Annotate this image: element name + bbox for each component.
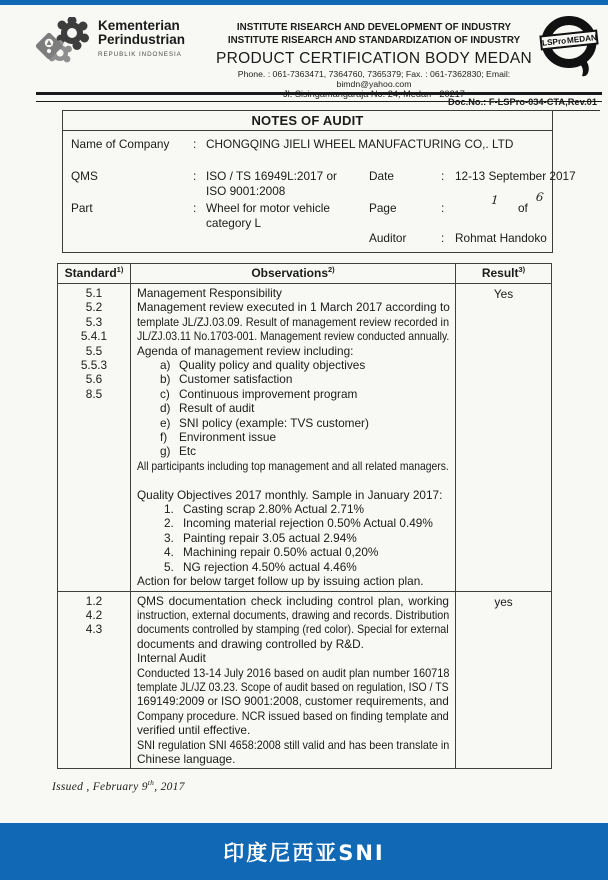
result-column-header: Result$^{3)}$	[456, 264, 552, 284]
auditor-label: Auditor	[369, 231, 407, 245]
list-marker: c)	[160, 386, 170, 401]
obs-line: documents and drawing controlled by R&D.	[137, 636, 364, 651]
list-marker: b)	[160, 372, 171, 387]
standards-cell: 5.1 5.2 5.3 5.4.1 5.5 5.5.3 5.6 8.5	[58, 284, 131, 592]
result-footnote-ref: 3)	[518, 265, 526, 274]
table-row	[58, 591, 552, 769]
standard-column-header: Standard$^{1)}$	[58, 264, 131, 284]
obs-list-item: 2. Incoming material rejection 0.50% Actual 0.49%	[164, 516, 433, 531]
ministry-name-line3: REPUBLIK INDONESIA	[98, 51, 182, 58]
issued-prefix: Issued , February 9	[52, 780, 148, 793]
qms-label: QMS	[71, 169, 98, 183]
company-colon: :	[193, 137, 197, 151]
audit-table	[57, 263, 552, 769]
obs-list-item: d) Result of audit	[160, 401, 255, 416]
table-row	[58, 284, 552, 592]
list-marker: 4.	[164, 545, 174, 560]
part-colon: :	[193, 201, 197, 215]
obs-list-item: 5. NG rejection 4.50% actual 4.46%	[164, 559, 357, 574]
obs-list-item: g) Etc	[160, 444, 197, 459]
obs-line: QMS documentation check including control plan, working	[137, 593, 449, 608]
standards-cell: 1.2 4.2 4.3	[58, 591, 131, 769]
part-label: Part	[71, 201, 93, 215]
list-marker: e)	[160, 415, 171, 430]
obs-line: JL/ZJ.03.11 No.1703-001. Management review conducted annually.	[137, 329, 450, 344]
obs-line: Agenda of management review including:	[137, 343, 354, 358]
issued-date-note	[52, 778, 185, 793]
obs-list-item: 3. Painting repair 3.05 actual 2.94%	[164, 530, 357, 545]
page-total-handwritten: 6	[535, 189, 545, 205]
standard-footnote-ref: 1)	[116, 265, 124, 274]
observations-cell	[131, 591, 456, 769]
audit-form-box	[62, 110, 576, 253]
result-cell: yes	[456, 591, 552, 769]
obs-line: SNI regulation SNI 4658:2008 still valid and has been translate in	[137, 737, 450, 752]
date-colon: :	[441, 169, 445, 183]
obs-line: Quality Objectives 2017 monthly. Sample in January 2017:	[137, 487, 443, 502]
list-marker: d)	[160, 401, 171, 416]
obs-list-item: e) SNI policy (example: TVS customer)	[160, 415, 369, 430]
list-marker: a)	[160, 358, 171, 373]
doc-number: Doc.No.: F-LSPro-034-CTA,Rev.01	[448, 97, 597, 107]
table-header-row	[58, 264, 552, 284]
ministry-gear-logo-icon	[36, 17, 94, 69]
institute-header-block	[210, 21, 538, 100]
obs-list-item: b) Customer satisfaction	[160, 372, 293, 387]
obs-line: Chinese language.	[137, 751, 236, 766]
part-value-line2: category L	[206, 216, 262, 230]
ministry-name	[98, 19, 210, 62]
obs-line: All participants including top management and all related managers.	[137, 458, 449, 473]
obs-line: Action for below target follow up by issuing action plan.	[137, 574, 424, 589]
lspro-logo-text1: LSPro	[541, 36, 567, 48]
form-title: NOTES OF AUDIT	[63, 111, 552, 131]
date-value: 12-13 September 2017	[455, 169, 576, 183]
institute-line2: INSTITUTE RISEARCH AND STANDARDIZATION OF INDUSTRY	[227, 35, 521, 46]
date-label: Date	[369, 169, 394, 183]
bottom-blue-banner	[0, 823, 608, 880]
part-value-line1: Wheel for motor vehicle	[206, 201, 330, 215]
contact-line: Phone. : 061-7363471, 7364760, 7365379; Fax. : 061-7362830; Email: bimdn@yahoo.com	[237, 69, 511, 89]
obs-list-item: c) Continuous improvement program	[160, 386, 358, 401]
obs-line: documents controlled by stamping (red color). Special for external	[137, 622, 449, 637]
qms-value-line1: ISO / TS 16949L:2017 or	[206, 169, 337, 183]
page-label: Page	[369, 201, 397, 215]
obs-list-item: a) Quality policy and quality objectives	[160, 358, 366, 373]
obs-blank-line	[137, 473, 449, 487]
institute-line1: INSTITUTE RISEARCH AND DEVELOPMENT OF INDUSTRY	[236, 22, 512, 33]
qms-value-line2: ISO 9001:2008	[206, 184, 286, 198]
observations-column-header: Observations$^{2)}$	[131, 264, 456, 284]
certification-body-name: PRODUCT CERTIFICATION BODY MEDAN	[216, 50, 532, 67]
top-blue-strip	[0, 0, 608, 5]
address-line: Jl. Sisingamangaraja No. 24, Medan - 20217	[283, 89, 465, 99]
obs-line: verified until effective.	[137, 723, 251, 738]
lspro-medan-logo-icon	[538, 13, 602, 79]
issued-suffix: , 2017	[154, 780, 185, 793]
page-current-handwritten: 1	[490, 192, 499, 208]
obs-line: Internal Audit	[137, 651, 206, 666]
issued-ordinal-sup: th	[147, 778, 155, 787]
list-marker: 1.	[164, 502, 174, 517]
observations-footnote-ref: 2)	[328, 265, 335, 274]
list-marker: 3.	[164, 530, 174, 545]
qms-colon: :	[193, 169, 197, 183]
obs-line: instruction, external documents, drawing and records. Distribution	[137, 607, 450, 622]
obs-line: template JL/JZ 03.23. Scope of audit based on regulation, ISO / TS	[137, 679, 449, 694]
obs-list-item: f) Environment issue	[160, 430, 277, 445]
page-of-label: of	[518, 201, 528, 215]
page-colon: :	[441, 201, 445, 215]
list-marker: f)	[160, 430, 168, 445]
obs-list-item: 1. Casting scrap 2.80% Actual 2.71%	[164, 502, 364, 517]
obs-line: Management review executed in 1 March 2017 according to	[137, 300, 450, 315]
obs-line: Conducted 13-14 July 2016 based on audit plan number 160718	[137, 665, 450, 680]
list-marker: g)	[160, 444, 171, 459]
ministry-name-line2: Perindustrian	[98, 32, 186, 47]
company-value: CHONGQING JIELI WHEEL MANUFACTURING CO,. LTD	[206, 137, 514, 151]
observations-cell	[131, 284, 456, 592]
obs-line: Company procedure. NCR issued based on finding template and	[137, 708, 449, 723]
list-marker: 5.	[164, 559, 174, 574]
result-cell: Yes	[456, 284, 552, 592]
ministry-name-line1: Kementerian	[98, 18, 180, 33]
obs-list-item: 4. Machining repair 0.50% actual 0,20%	[164, 545, 379, 560]
obs-line: Management Responsibility	[137, 286, 282, 300]
obs-line: template JL/ZJ.03.09. Result of management review recorded in	[137, 314, 450, 329]
lspro-logo-text2: MEDAN	[566, 33, 598, 46]
letterhead	[36, 13, 602, 99]
banner-title: 印度尼西亚SNI	[223, 840, 385, 865]
auditor-colon: :	[441, 231, 445, 245]
auditor-value: Rohmat Handoko	[455, 231, 547, 245]
obs-line: 169149:2009 or ISO 9001:2008, customer requirements, and	[137, 694, 449, 709]
company-label: Name of Company	[71, 137, 170, 151]
list-marker: 2.	[164, 516, 174, 531]
